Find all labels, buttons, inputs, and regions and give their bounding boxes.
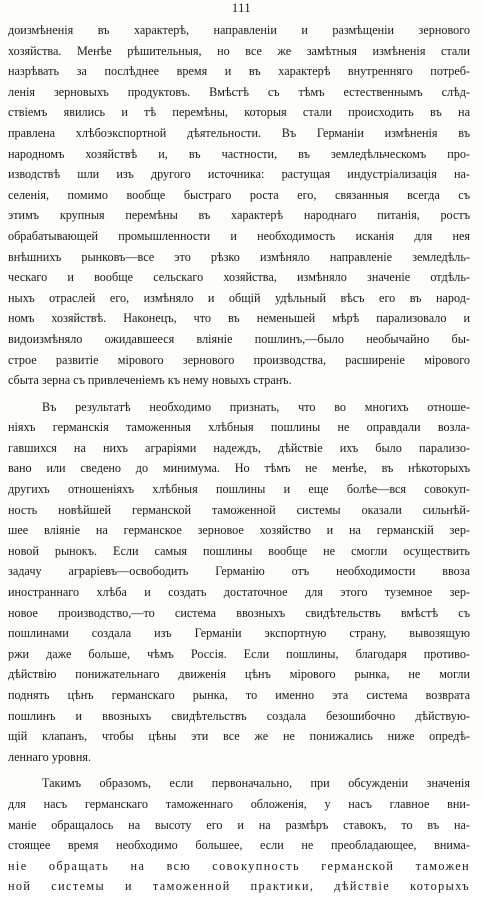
paragraph-2 xyxy=(8,397,470,768)
text-line: ніе обращать на всю совокупность германской таможен xyxy=(8,858,470,873)
text-line: ніяхъ германскія таможенныя хлѣбныя пошлины не оправдали возла- xyxy=(8,420,470,435)
text-line: леннаго уровня. xyxy=(8,749,91,764)
text-line: шее вліяніе на германское зерновое хозяйство и на германскій зер- xyxy=(8,523,470,538)
text-line: сбыта зерна съ привлеченіемъ къ нему новыхъ странъ. xyxy=(8,373,292,388)
text-line: ность новѣйшей германской таможенной системы оказали сильнѣй- xyxy=(8,502,470,517)
text-line: дѣйствію понижательнаго движенія цѣнъ мірового рынка, не могли xyxy=(8,667,470,682)
text-line: народномъ хозяйствѣ и, въ частности, въ земледѣльческомъ про- xyxy=(8,146,470,161)
text-line: строе развитіе мірового зернового производства, расширеніе мірового xyxy=(8,352,470,367)
text-line: другихъ отношеніяхъ хлѣбныя пошлины и еще болѣе—вся совокуп- xyxy=(8,482,470,497)
text-line: ной системы и таможенной практики, дѣйствіе которыхъ xyxy=(8,879,470,894)
text-line: Въ результатѣ необходимо признать, что во многихъ отноше- xyxy=(42,399,470,414)
text-line: ствіемъ явились и тѣ перемѣны, которыя стали происходить въ на xyxy=(8,105,470,120)
text-line: пошлинами создала изъ Германіи экспортную страну, вывозящую xyxy=(8,626,470,641)
text-line: поднять цѣнъ германскаго рынка, то именно эта система возврата xyxy=(8,688,470,702)
text-line: изводствѣ шли изъ другого источника: растущая индустріализація на- xyxy=(8,167,470,182)
text-line: вано или сведено до минимума. Но тѣмъ не менѣе, въ нѣкоторыхъ xyxy=(8,461,470,476)
page-number: 111 xyxy=(231,1,252,15)
text-line: иностраннаго хлѣба и создать достаточное для этого туземное зер- xyxy=(8,585,470,600)
text-line: стоящее время необходимо большее, если не преобладающее, внима- xyxy=(8,838,470,853)
text-line: обрабатывающей промышленности и необходимость исканія для нея xyxy=(8,228,470,243)
paragraph-1 xyxy=(8,20,470,391)
text-line: щій клапанъ, чтобы цѣны эти все же не понижались ниже опредѣ- xyxy=(8,729,470,744)
text-line: хозяйства. Менѣе рѣшительныя, но все же замѣтныя измѣненія стали xyxy=(8,43,470,58)
text-line: Такимъ образомъ, если первоначально, при обсужденіи значенія xyxy=(42,776,470,791)
text-line: ныхъ отраслей его, измѣняло и общій удѣльный вѣсъ его въ народ- xyxy=(8,290,470,305)
text-line: доизмѣненія въ характерѣ, направленіи и размѣщеніи зернового xyxy=(8,23,470,37)
text-line: номъ хозяйствѣ. Наконецъ, что въ неменьшей мѣрѣ парализовало и xyxy=(8,311,470,326)
text-line: видоизмѣняло ожидавшееся вліяніе пошлинъ,—было необычайно бы- xyxy=(8,331,470,346)
text-line: новое производство,—то система ввозныхъ свидѣтельствъ вмѣстѣ съ xyxy=(8,605,470,620)
text-line: задачу аграріевъ—освободить Германію отъ необходимости ввоза xyxy=(8,564,470,579)
text-line: гавшихся на нихъ аграріями надеждъ, дѣйствіе ихъ было парализо- xyxy=(8,440,470,455)
text-line: пошлинъ и ввозныхъ свидѣтельствъ создала безошибочно дѣйствую- xyxy=(8,708,470,723)
text-line: селенія, помимо вообще быстраго роста его, связанныя всегда съ xyxy=(8,187,470,202)
text-line: новой рынокъ. Если самыя пошлины вообще не смогли осуществить xyxy=(8,543,470,558)
text-line: ленія зерновыхъ продуктовъ. Вмѣстѣ съ тѣмъ естественнымъ слѣд- xyxy=(8,84,470,99)
text-line: этимъ крупныя перемѣны въ характерѣ народнаго питанія, ростъ xyxy=(8,208,470,223)
text-line: ческаго и вообще сельскаго хозяйства, измѣняло значеніе отдѣль- xyxy=(8,270,470,285)
text-line: внѣшнихъ рынковъ—все это рѣзко измѣняло направленіе земледѣль- xyxy=(8,249,470,264)
text-line: правлена хлѣбоэкспортной дѣятельности. Въ Германіи измѣненія въ xyxy=(8,125,470,140)
text-line: маніе обращалось на высоту его и на размѣръ ставокъ, то въ на- xyxy=(8,817,470,832)
text-line: для насъ германскаго таможеннаго обложенія, у насъ главное вни- xyxy=(8,796,470,811)
text-line: назрѣвать за послѣднее время и въ характерѣ внутренняго потреб- xyxy=(8,64,470,79)
paragraph-3 xyxy=(8,773,470,897)
body-text xyxy=(8,20,470,897)
text-line: ржи даже больше, чѣмъ Россія. Если пошлины, благодаря противо- xyxy=(8,646,470,661)
